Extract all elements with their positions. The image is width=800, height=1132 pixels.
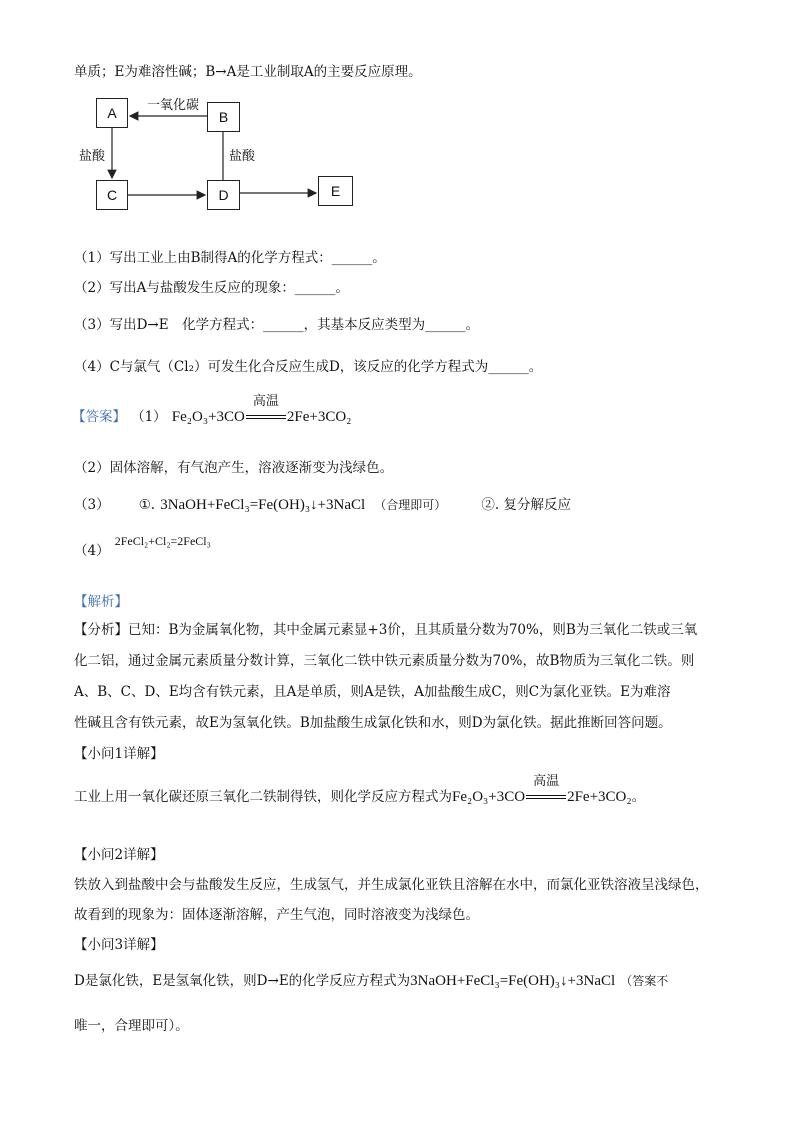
box-d: D (207, 180, 240, 210)
box-a: A (96, 98, 128, 128)
analysis-line-3: A、B、C、D、E均含有铁元素，且A是单质，则A是铁，A加盐酸生成C，则C为氯化亚铁。E为难溶 (74, 684, 671, 700)
label-co: 一氧化碳 (147, 98, 200, 113)
intro-text: 单质；E为难溶性碱；B→A是工业制取A的主要反应原理。 (74, 64, 422, 80)
answer-q2: （2）固体溶解，有气泡产生，溶液逐渐变为浅绿色。 (74, 460, 394, 476)
sub3-title: 【小问3详解】 (74, 937, 164, 953)
sub1-body: 工业上用一氧化碳还原三氧化二铁制得铁，则化学反应方程式为Fe₂O₃+3CO 高温 2Fe+3CO₂。 (74, 774, 646, 805)
sub2-line-1: 铁放入到盐酸中会与盐酸发生反应，生成氢气，并生成氯化亚铁且溶解在水中，而氯化亚铁溶液呈浅绿色， (74, 877, 709, 893)
answer-q3: （3） ①. 3NaOH+FeCl₃=Fe(OH)₃↓+3NaCl （合理即可） ②. 复分解反应 (74, 497, 571, 513)
analysis-tag: 【解析】 (74, 594, 128, 610)
question-3: （3）写出D→E 化学方程式：______，其基本反应类型为______。 (74, 317, 480, 333)
answer-tag: 【答案】 (72, 409, 126, 425)
analysis-line-4: 性碱且含有铁元素，故E为氢氧化铁。B加盐酸生成氯化铁和水，则D为氯化铁。据此推断回答问题。 (74, 715, 672, 731)
box-c: C (96, 180, 128, 210)
question-4: （4）C与氯气（Cl₂）可发生化合反应生成D，该反应的化学方程式为______。 (74, 359, 543, 375)
box-b: B (207, 102, 240, 132)
sub2-line-2: 故看到的现象为：固体逐渐溶解，产生气泡，同时溶液变为浅绿色。 (74, 907, 479, 923)
analysis-line-2: 化二铝，通过金属元素质量分数计算，三氧化二铁中铁元素质量分数为70%，故B物质为三氧化二铁。则 (74, 653, 695, 669)
question-2: （2）写出A与盐酸发生反应的现象：______。 (74, 280, 349, 296)
sub2-title: 【小问2详解】 (74, 847, 164, 863)
sub3-line-2: 唯一，合理即可）。 (74, 1018, 189, 1034)
box-e: E (318, 176, 353, 206)
analysis-line-1: 【分析】已知：B为金属氧化物，其中金属元素显+3价，且其质量分数为70%，则B为三氧化二铁或三氧 (74, 622, 698, 638)
label-hcl-left: 盐酸 (79, 149, 106, 164)
question-1: （1）写出工业上由B制得A的化学方程式：______。 (74, 250, 386, 266)
sub3-body: D是氯化铁，E是氢氧化铁，则D→E的化学反应方程式为3NaOH+FeCl₃=Fe(OH)₃↓+3NaCl （答案不 (74, 973, 669, 989)
label-hcl-right: 盐酸 (229, 149, 256, 164)
diagram-arrows (0, 0, 400, 230)
answer-q1: 【答案】 （1） Fe₂O₃+3CO 高温 2Fe+3CO₂ (72, 394, 352, 425)
sub1-title: 【小问1详解】 (74, 746, 164, 762)
answer-q4: （4） $^{2FeCl_2+Cl_2=2FeCl_3}$ (74, 534, 211, 559)
